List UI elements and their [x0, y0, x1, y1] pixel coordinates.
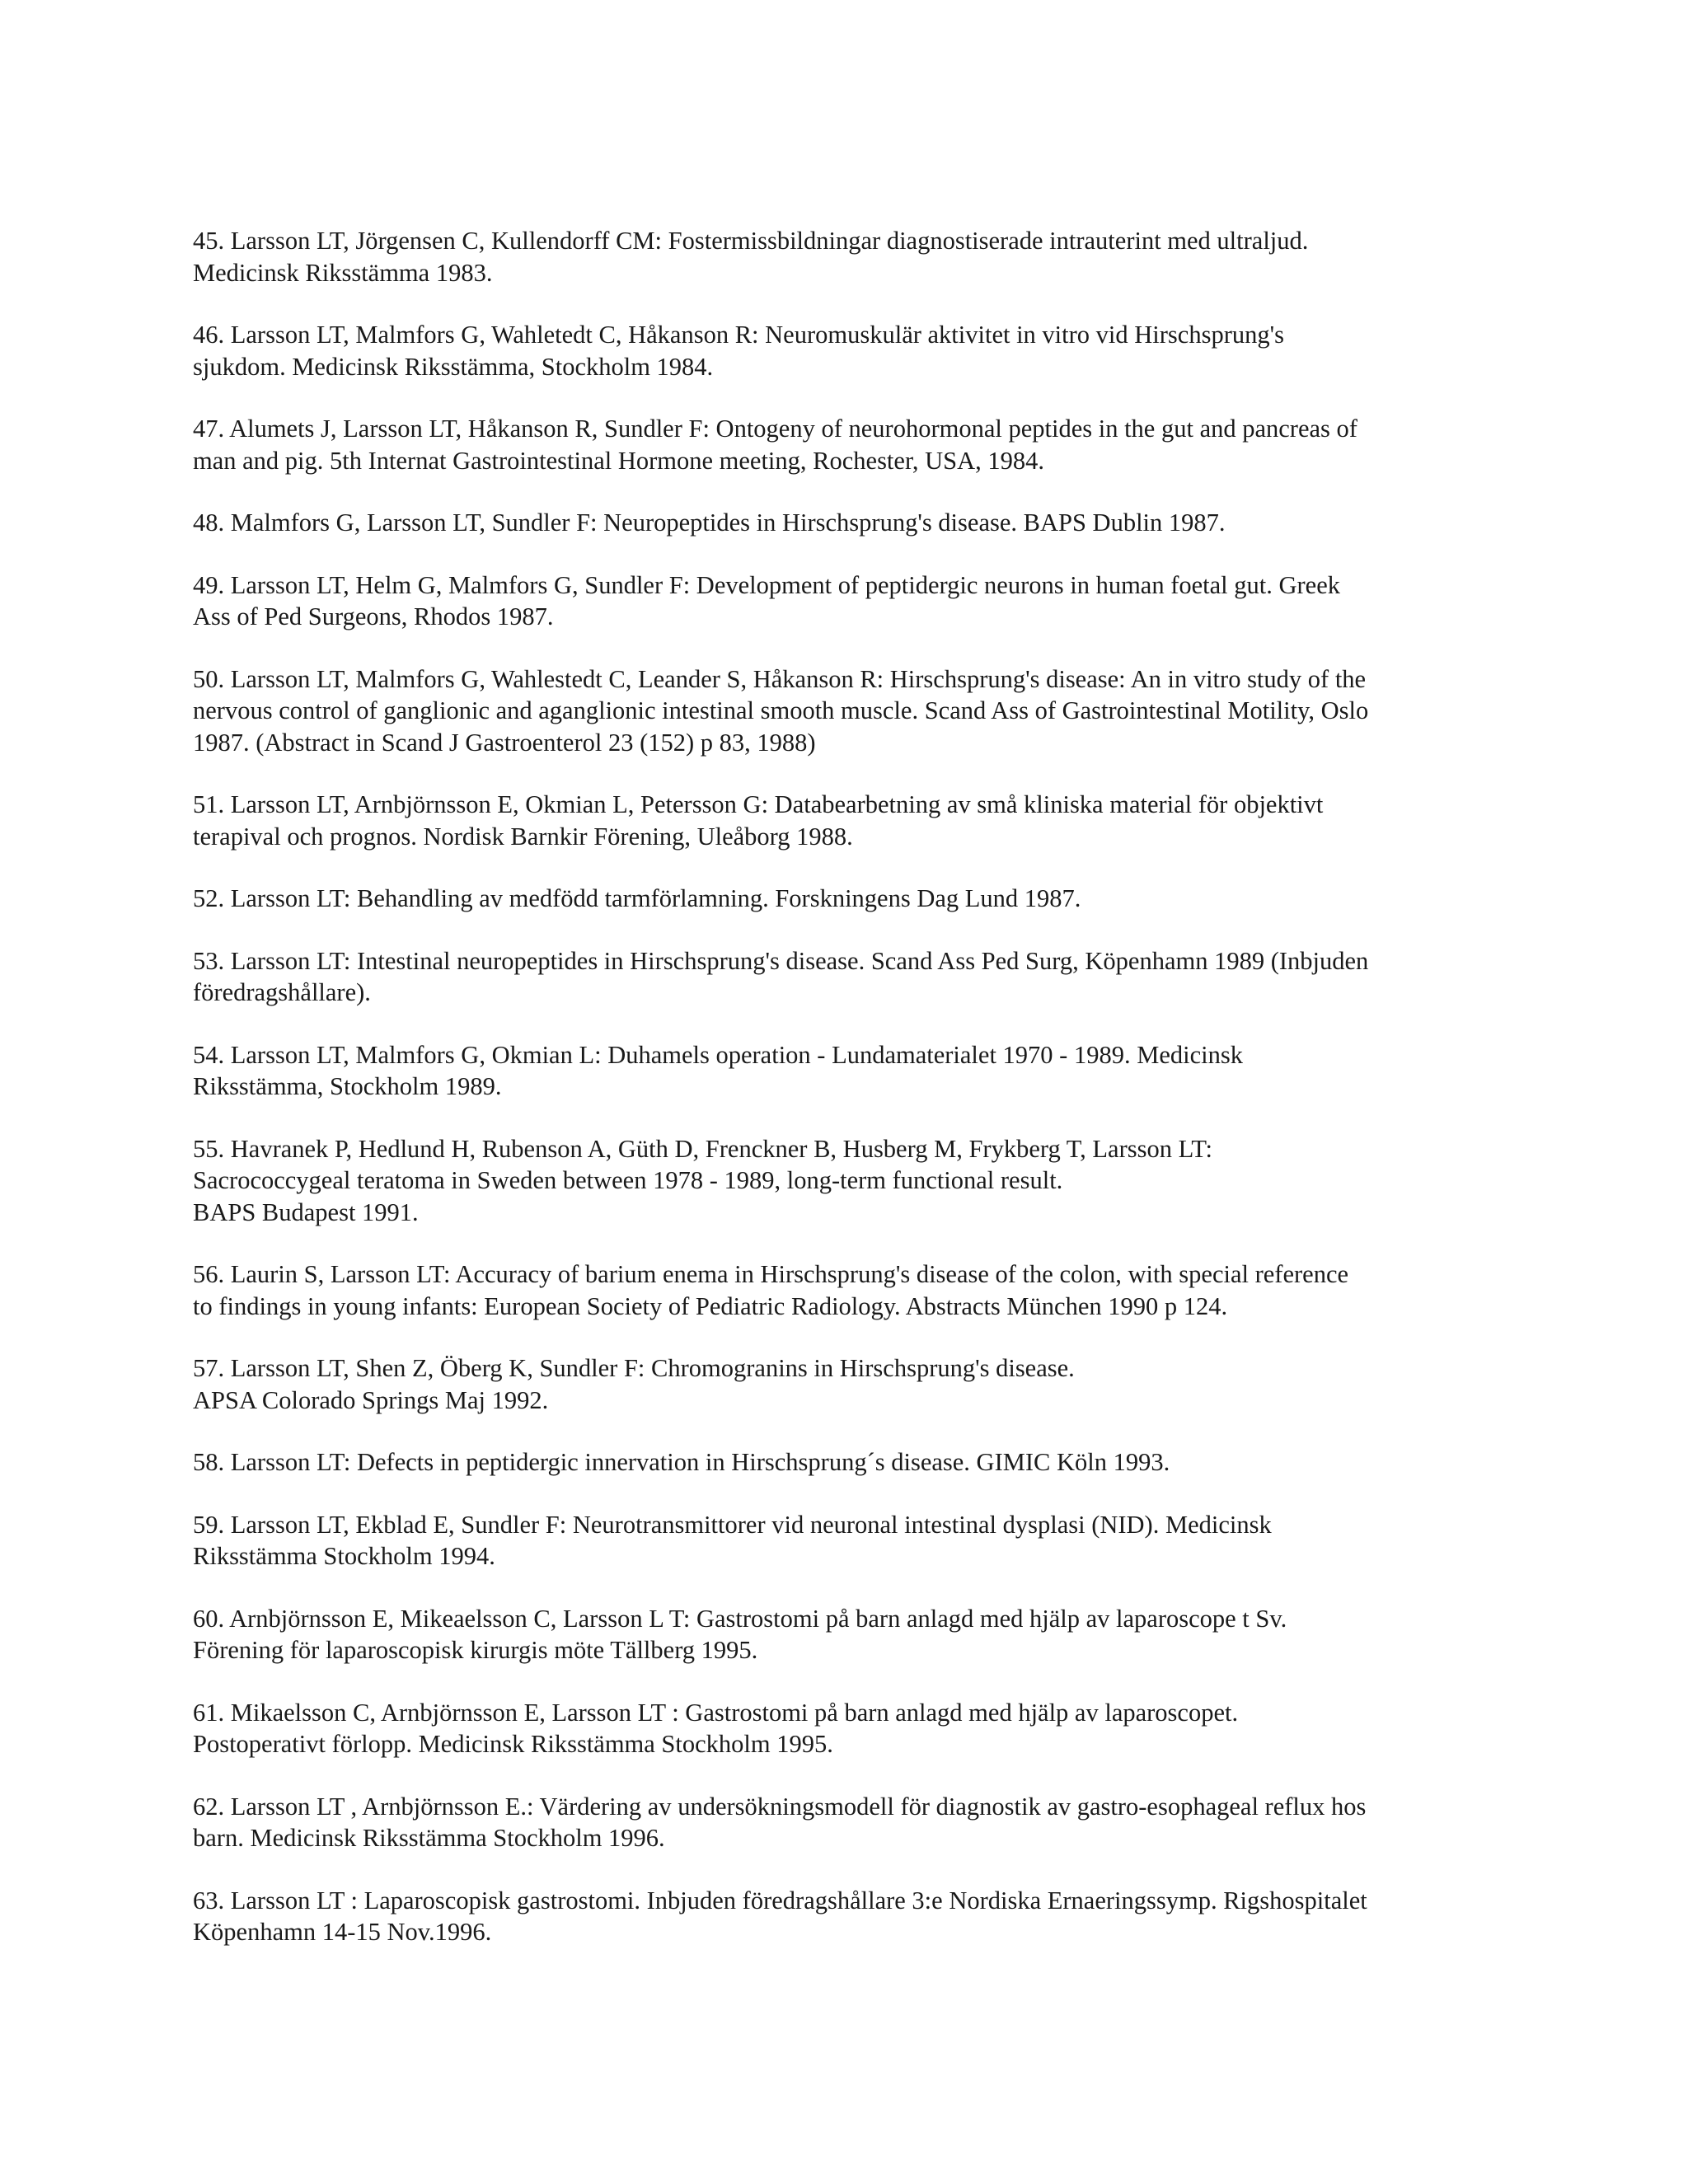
reference-line: 60. Arnbjörnsson E, Mikeaelsson C, Larsson L T: Gastrostomi på barn anlagd med hjälp av laparoscope t Sv. — [193, 1604, 1287, 1633]
reference-line: 58. Larsson LT: Defects in peptidergic innervation in Hirschsprung´s disease. GIMIC Köln 1993. — [193, 1448, 1170, 1476]
reference-line: 49. Larsson LT, Helm G, Malmfors G, Sundler F: Development of peptidergic neurons in human foetal gut. Greek — [193, 570, 1340, 599]
reference-line: Riksstämma Stockholm 1994. — [193, 1542, 495, 1570]
reference-line: barn. Medicinsk Riksstämma Stockholm 1996. — [193, 1824, 665, 1852]
reference-line: 54. Larsson LT, Malmfors G, Okmian L: Duhamels operation - Lundamaterialet 1970 - 1989. Medicinsk — [193, 1040, 1243, 1069]
reference-line: to findings in young infants: European Society of Pediatric Radiology. Abstracts München 1990 p 124. — [193, 1291, 1228, 1320]
reference-line: 61. Mikaelsson C, Arnbjörnsson E, Larsson LT : Gastrostomi på barn anlagd med hjälp av laparoscopet. — [193, 1698, 1239, 1727]
reference-line: 63. Larsson LT : Laparoscopisk gastrostomi. Inbjuden föredragshållare 3:e Nordiska Ernaeringssymp. Rigshospitalet — [193, 1886, 1367, 1915]
reference-entry — [193, 1258, 1484, 1322]
reference-line: 47. Alumets J, Larsson LT, Håkanson R, Sundler F: Ontogeny of neurohormonal peptides in the gut and pancreas of — [193, 415, 1357, 443]
reference-line: 1987. (Abstract in Scand J Gastroenterol 23 (152) p 83, 1988) — [193, 728, 816, 757]
reference-entry — [193, 1697, 1484, 1760]
reference-line: APSA Colorado Springs Maj 1992. — [193, 1385, 549, 1414]
reference-line: 59. Larsson LT, Ekblad E, Sundler F: Neurotransmittorer vid neuronal intestinal dysplasi (NID). Medicinsk — [193, 1510, 1272, 1539]
reference-line: sjukdom. Medicinsk Riksstämma, Stockholm 1984. — [193, 352, 714, 381]
reference-entry — [193, 1509, 1484, 1572]
reference-entry — [193, 569, 1484, 633]
reference-line: 51. Larsson LT, Arnbjörnsson E, Okmian L, Petersson G: Databearbetning av små kliniska material för objektivt — [193, 790, 1324, 818]
reference-line: 55. Havranek P, Hedlund H, Rubenson A, Güth D, Frenckner B, Husberg M, Frykberg T, Larsson LT: — [193, 1134, 1213, 1163]
reference-line: BAPS Budapest 1991. — [193, 1197, 419, 1226]
reference-entry — [193, 883, 1484, 915]
reference-entry — [193, 1039, 1484, 1103]
reference-line: Postoperativt förlopp. Medicinsk Riksstämma Stockholm 1995. — [193, 1730, 833, 1758]
reference-line: 56. Laurin S, Larsson LT: Accuracy of barium enema in Hirschsprung's disease of the colon, with special reference — [193, 1260, 1349, 1288]
reference-list — [193, 225, 1484, 1979]
reference-entry — [193, 1446, 1484, 1479]
reference-entry — [193, 789, 1484, 852]
reference-entry — [193, 1352, 1484, 1416]
reference-entry — [193, 413, 1484, 476]
reference-line: 50. Larsson LT, Malmfors G, Wahlestedt C, Leander S, Håkanson R: Hirschsprung's disease: An in vitro study of the — [193, 664, 1367, 693]
reference-line: Medicinsk Riksstämma 1983. — [193, 258, 493, 287]
reference-line: 45. Larsson LT, Jörgensen C, Kullendorff CM: Fostermissbildningar diagnostiserade intrauterint med ultraljud. — [193, 227, 1309, 255]
reference-line: man and pig. 5th Internat Gastrointestinal Hormone meeting, Rochester, USA, 1984. — [193, 446, 1045, 475]
reference-entry — [193, 663, 1484, 759]
reference-entry — [193, 225, 1484, 288]
reference-line: föredragshållare). — [193, 978, 371, 1006]
reference-line: Köpenhamn 14-15 Nov.1996. — [193, 1918, 492, 1946]
reference-line: nervous control of ganglionic and aganglionic intestinal smooth muscle. Scand Ass of Gastrointestinal Motility, Oslo — [193, 696, 1369, 724]
reference-line: 53. Larsson LT: Intestinal neuropeptides in Hirschsprung's disease. Scand Ass Ped Surg, Köpenhamn 1989 (Inbjuden — [193, 946, 1369, 975]
reference-entry — [193, 319, 1484, 382]
reference-entry — [193, 1885, 1484, 1948]
reference-line: 46. Larsson LT, Malmfors G, Wahletedt C, Håkanson R: Neuromuskulär aktivitet in vitro vid Hirschsprung's — [193, 321, 1284, 349]
reference-line: Sacrococcygeal teratoma in Sweden between 1978 - 1989, long-term functional result. — [193, 1166, 1063, 1194]
reference-entry — [193, 1791, 1484, 1854]
reference-line: 48. Malmfors G, Larsson LT, Sundler F: Neuropeptides in Hirschsprung's disease. BAPS Dublin 1987. — [193, 509, 1226, 537]
reference-entry — [193, 945, 1484, 1009]
reference-line: Förening för laparoscopisk kirurgis möte Tällberg 1995. — [193, 1636, 758, 1664]
reference-line: Riksstämma, Stockholm 1989. — [193, 1072, 502, 1100]
reference-line: terapival och prognos. Nordisk Barnkir Förening, Uleåborg 1988. — [193, 822, 853, 851]
reference-entry — [193, 1603, 1484, 1666]
reference-line: 52. Larsson LT: Behandling av medfödd tarmförlamning. Forskningens Dag Lund 1987. — [193, 884, 1081, 912]
reference-entry — [193, 507, 1484, 539]
reference-line: 62. Larsson LT , Arnbjörnsson E.: Värdering av undersökningsmodell för diagnostik av gastro-esophageal reflux hos — [193, 1792, 1367, 1821]
reference-entry — [193, 1133, 1484, 1229]
reference-line: 57. Larsson LT, Shen Z, Öberg K, Sundler F: Chromogranins in Hirschsprung's disease. — [193, 1354, 1075, 1382]
reference-line: Ass of Ped Surgeons, Rhodos 1987. — [193, 602, 554, 630]
